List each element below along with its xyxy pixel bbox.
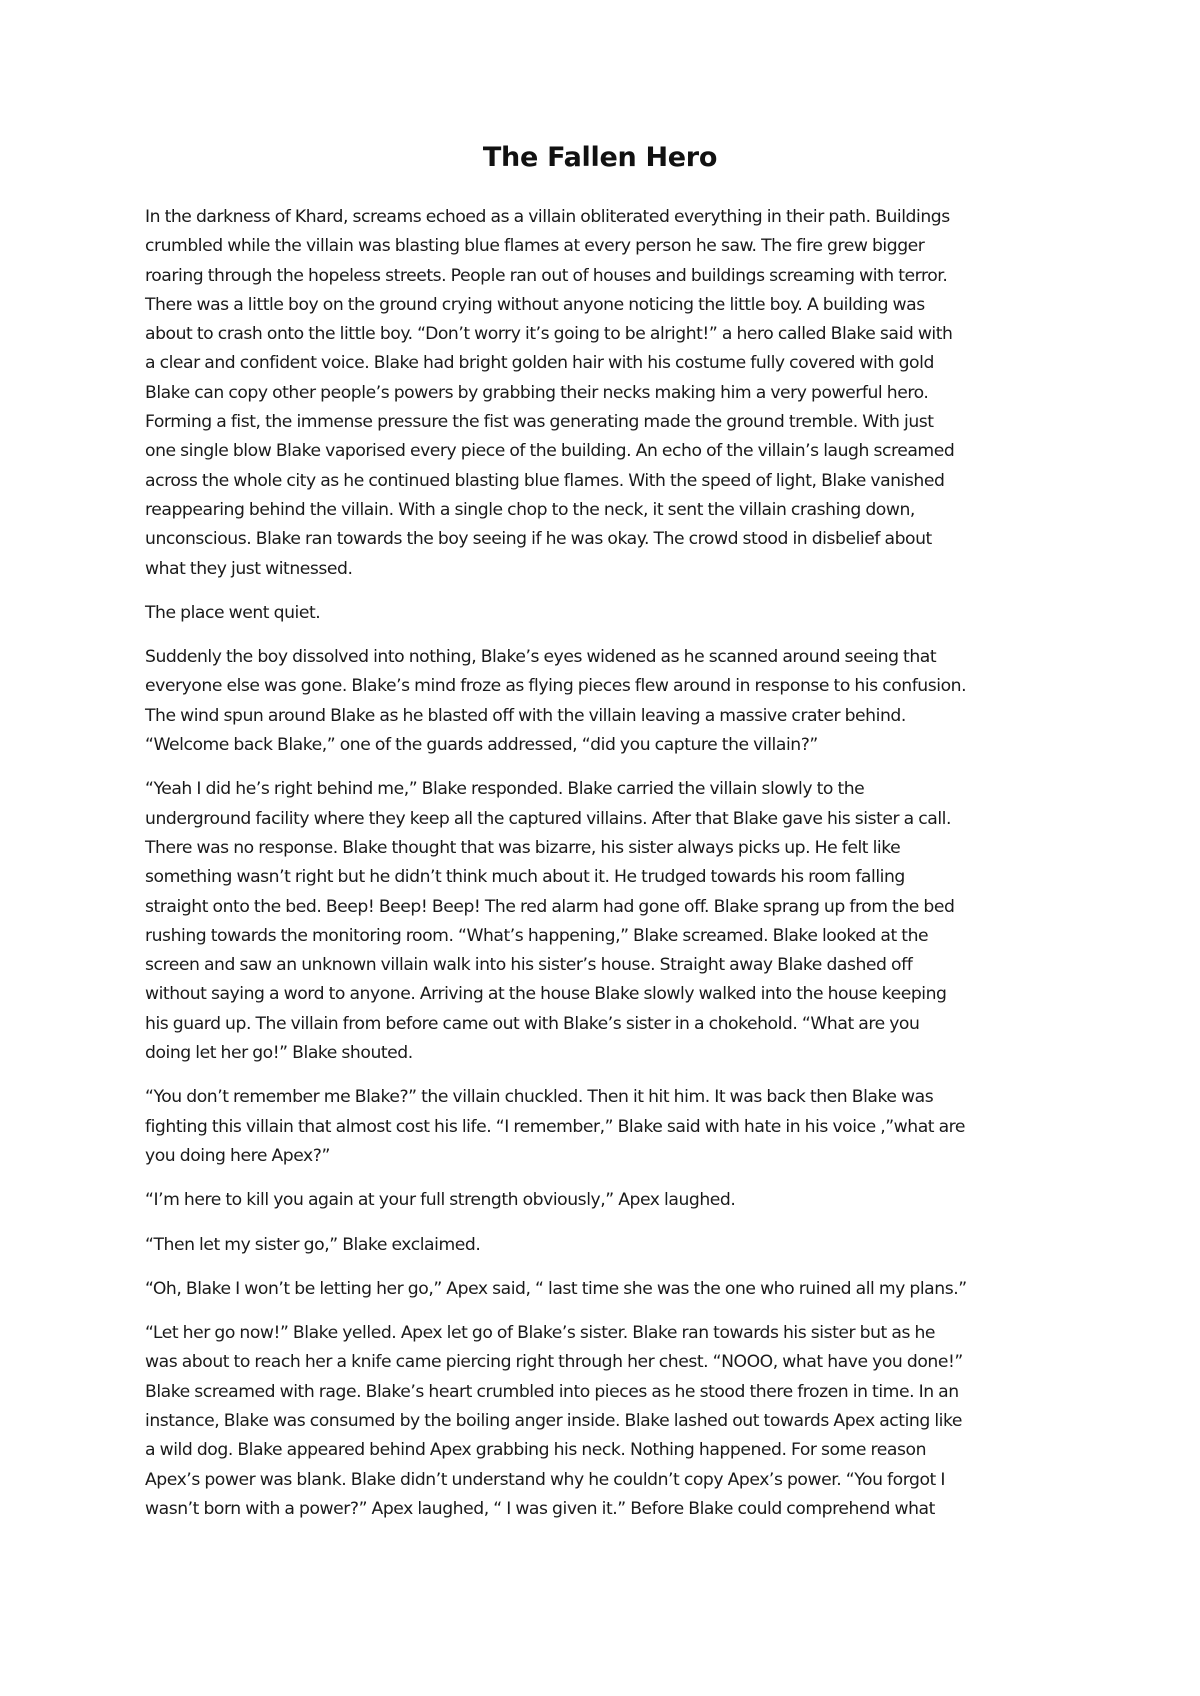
text-line: “Let her go now!” Blake yelled. Apex let go of Blake’s sister. Blake ran towards his sister but as he (145, 1323, 936, 1344)
text-line: everyone else was gone. Blake’s mind froze as flying pieces flew around in response to his confusion. (145, 676, 967, 697)
text-line: screen and saw an unknown villain walk into his sister’s house. Straight away Blake dashed off (145, 955, 913, 976)
document-title: The Fallen Hero (482, 142, 718, 173)
text-line: about to crash onto the little boy. “Don’t worry it’s going to be alright!” a hero called Blake said with (145, 324, 953, 345)
text-line: Apex’s power was blank. Blake didn’t understand why he couldn’t copy Apex’s power. “You forgot I (145, 1469, 945, 1490)
text-line: “Welcome back Blake,” one of the guards addressed, “did you capture the villain?” (145, 735, 818, 756)
text-line: instance, Blake was consumed by the boiling anger inside. Blake lashed out towards Apex acting like (145, 1410, 962, 1431)
text-line: you doing here Apex?” (145, 1145, 330, 1166)
text-line: straight onto the bed. Beep! Beep! Beep! The red alarm had gone off. Blake sprang up from the bed (145, 896, 955, 917)
text-line: Blake screamed with rage. Blake’s heart crumbled into pieces as he stood there frozen in time. In an (145, 1381, 959, 1402)
paragraph (145, 203, 1060, 584)
text-line: “You don’t remember me Blake?” the villain chuckled. Then it hit him. It was back then Blake was (145, 1087, 934, 1108)
text-line: fighting this villain that almost cost his life. “I remember,” Blake said with hate in his voice ,”what are (145, 1116, 966, 1137)
text-line: “Then let my sister go,” Blake exclaimed. (145, 1234, 481, 1255)
text-line: wasn’t born with a power?” Apex laughed, “ I was given it.” Before Blake could comprehend what (145, 1498, 935, 1519)
paragraph (145, 1186, 1060, 1215)
text-line: Blake can copy other people’s powers by grabbing their necks making him a very powerful hero. (145, 382, 929, 403)
text-line: what they just witnessed. (145, 558, 353, 579)
document-body (145, 203, 1060, 1539)
paragraph (145, 643, 1060, 760)
text-line: “Oh, Blake I won’t be letting her go,” Apex said, “ last time she was the one who ruined all my plans.” (145, 1278, 967, 1299)
text-line: without saying a word to anyone. Arriving at the house Blake slowly walked into the house keeping (145, 984, 947, 1005)
text-line: underground facility where they keep all the captured villains. After that Blake gave his sister a call. (145, 808, 951, 829)
text-line: The wind spun around Blake as he blasted off with the villain leaving a massive crater behind. (145, 705, 906, 726)
paragraph (145, 1275, 1060, 1304)
text-line: “Yeah I did he’s right behind me,” Blake responded. Blake carried the villain slowly to the (145, 779, 865, 800)
text-line: doing let her go!” Blake shouted. (145, 1043, 413, 1064)
text-line: something wasn’t right but he didn’t think much about it. He trudged towards his room falling (145, 867, 905, 888)
text-line: unconscious. Blake ran towards the boy seeing if he was okay. The crowd stood in disbelief about (145, 529, 932, 550)
paragraph (145, 775, 1060, 1068)
text-line: rushing towards the monitoring room. “What’s happening,” Blake screamed. Blake looked at the (145, 925, 929, 946)
text-line: There was no response. Blake thought that was bizarre, his sister always picks up. He felt like (145, 837, 901, 858)
text-line: a wild dog. Blake appeared behind Apex grabbing his neck. Nothing happened. For some reason (145, 1440, 927, 1461)
text-line: reappearing behind the villain. With a single chop to the neck, it sent the villain crashing down, (145, 499, 915, 520)
text-line: crumbled while the villain was blasting blue flames at every person he saw. The fire grew bigger (145, 236, 925, 257)
text-line: In the darkness of Khard, screams echoed as a villain obliterated everything in their path. Buildings (145, 207, 950, 227)
text-line: was about to reach her a knife came piercing right through her chest. “NOOO, what have you done!” (145, 1352, 963, 1373)
text-line: The place went quiet. (145, 602, 321, 623)
text-line: his guard up. The villain from before came out with Blake’s sister in a chokehold. “What are you (145, 1013, 920, 1034)
paragraph (145, 599, 1060, 628)
text-line: “I’m here to kill you again at your full strength obviously,” Apex laughed. (145, 1190, 736, 1211)
text-line: roaring through the hopeless streets. People ran out of houses and buildings screaming with terror. (145, 265, 948, 286)
paragraph (145, 1231, 1060, 1260)
paragraph (145, 1319, 1060, 1524)
text-line: a clear and confident voice. Blake had bright golden hair with his costume fully covered with gold (145, 353, 934, 374)
text-line: Suddenly the boy dissolved into nothing, Blake’s eyes widened as he scanned around seeing that (145, 647, 937, 668)
paragraph (145, 1083, 1060, 1171)
text-line: across the whole city as he continued blasting blue flames. With the speed of light, Blake vanished (145, 470, 945, 491)
text-line: There was a little boy on the ground crying without anyone noticing the little boy. A building was (145, 294, 925, 315)
text-line: Forming a fist, the immense pressure the fist was generating made the ground tremble. With just (145, 412, 934, 433)
text-line: one single blow Blake vaporised every piece of the building. An echo of the villain’s laugh screamed (145, 441, 955, 462)
